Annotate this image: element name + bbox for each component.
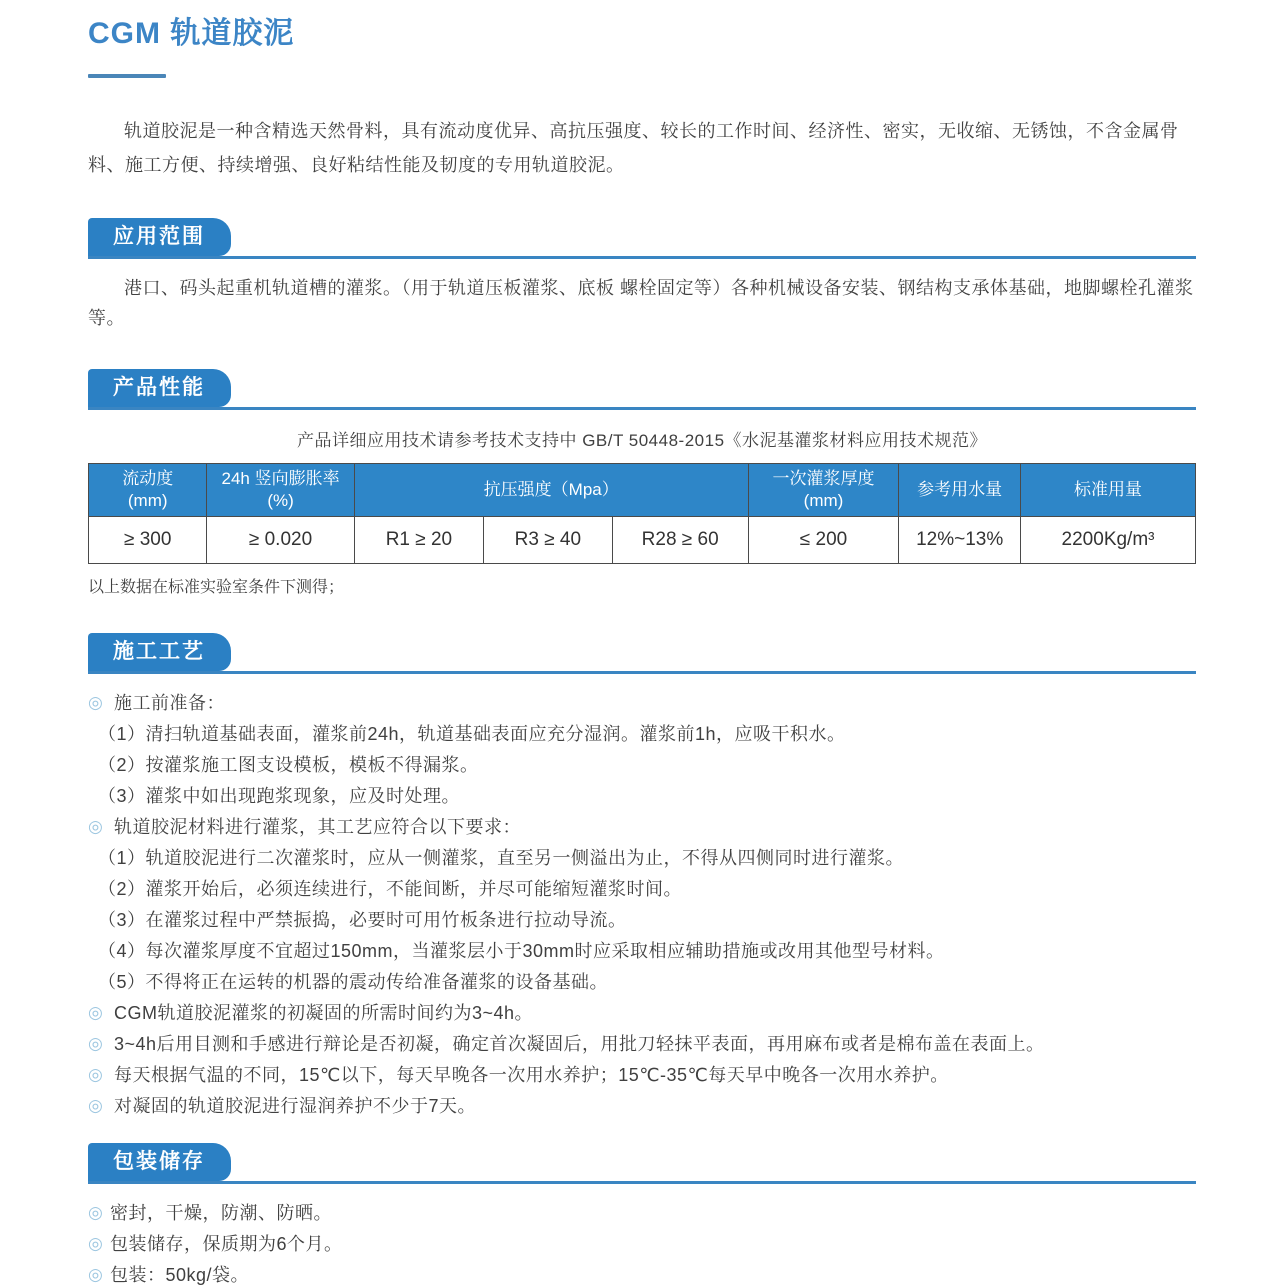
list-item-text: （1）轨道胶泥进行二次灌浆时，应从一侧灌浆，直至另一侧溢出为止，不得从四侧同时进行灌浆。 <box>98 848 905 868</box>
list-item-text: （2）灌浆开始后，必须连续进行，不能间断，并尽可能缩短灌浆时间。 <box>98 879 683 899</box>
col-header-label: 抗压强度（Mpa） <box>483 480 619 499</box>
table-footnote: 以上数据在标准实验室条件下测得； <box>88 579 345 596</box>
ring-bullet-icon: ◎ <box>88 817 104 836</box>
list-item-text: CGM轨道胶泥灌浆的初凝固的所需时间约为3~4h。 <box>114 1003 534 1023</box>
col-header-label: 24h 竖向膨胀率 <box>221 469 340 488</box>
list-item <box>88 1264 1196 1286</box>
list-item-text: 对凝固的轨道胶泥进行湿润养护不少于7天。 <box>114 1096 477 1116</box>
list-item-text: （3）灌浆中如出现跑浆现象，应及时处理。 <box>98 786 461 806</box>
col-header-label: 流动度 <box>122 469 174 488</box>
intro-paragraph: 轨道胶泥是一种含精选天然骨料，具有流动度优异、高抗压强度、较长的工作时间、经济性、密实，无收缩、无锈蚀，不含金属骨料、施工方便、持续增强、良好粘结性能及韧度的专用轨道胶泥。 <box>88 121 1179 175</box>
list-item <box>88 1002 1196 1024</box>
cell-dosage: 2200Kg/m³ <box>1021 517 1196 564</box>
section-header-performance <box>88 369 1196 410</box>
list-item-text: 每天根据气温的不同，15℃以下，每天早晚各一次用水养护；15℃-35℃每天早中晚各一次用水养护。 <box>114 1065 949 1085</box>
col-header-grout-thickness <box>748 464 899 517</box>
process-list <box>88 692 1196 1117</box>
col-header-water-amount <box>899 464 1021 517</box>
list-item <box>88 1064 1196 1086</box>
list-item-text: （1）清扫轨道基础表面，灌浆前24h，轨道基础表面应充分湿润。灌浆前1h，应吸干积水。 <box>98 724 846 744</box>
section-tab-process: 施工工艺 <box>88 633 231 671</box>
list-item <box>88 816 1196 838</box>
col-header-standard-dosage <box>1021 464 1196 517</box>
ring-bullet-icon: ◎ <box>88 1265 104 1284</box>
cell-expansion: ≥ 0.020 <box>207 517 354 564</box>
list-item <box>88 723 1196 745</box>
ring-bullet-icon: ◎ <box>88 1203 104 1222</box>
col-header-sub: (%) <box>267 491 294 510</box>
list-item-text: （5）不得将正在运转的机器的震动传给准备灌浆的设备基础。 <box>98 972 609 992</box>
col-header-sub: (mm) <box>127 491 168 510</box>
list-item <box>88 971 1196 993</box>
ring-bullet-icon: ◎ <box>88 693 104 712</box>
list-item <box>88 1033 1196 1055</box>
section-header-packaging <box>88 1143 1196 1184</box>
col-header-label: 一次灌浆厚度 <box>772 469 875 488</box>
list-item <box>88 1202 1196 1224</box>
list-item <box>88 847 1196 869</box>
list-item <box>88 785 1196 807</box>
application-body: 港口、码头起重机轨道槽的灌浆。（用于轨道压板灌浆、底板 螺栓固定等）各种机械设备安装、钢结构支承体基础，地脚螺栓孔灌浆等。 <box>88 278 1194 328</box>
list-item-text: （4）每次灌浆厚度不宜超过150mm，当灌浆层小于30mm时应采取相应辅助措施或改用其他型号材料。 <box>98 941 945 961</box>
page-title: CGM 轨道胶泥 <box>88 17 295 50</box>
ring-bullet-icon: ◎ <box>88 1003 104 1022</box>
list-item <box>88 1095 1196 1117</box>
section-header-process <box>88 633 1196 674</box>
cell-r1: R1 ≥ 20 <box>354 517 484 564</box>
section-tab-performance: 产品性能 <box>88 369 231 407</box>
list-item <box>88 909 1196 931</box>
title-underline <box>88 74 166 78</box>
cell-r3: R3 ≥ 40 <box>484 517 612 564</box>
list-item-text: 包装储存，保质期为6个月。 <box>110 1234 343 1254</box>
col-header-flow <box>89 464 207 517</box>
list-item-text: 施工前准备： <box>114 693 225 713</box>
table-header-row <box>89 464 1196 517</box>
list-item <box>88 754 1196 776</box>
section-header-application <box>88 218 1196 259</box>
cell-r28: R28 ≥ 60 <box>612 517 748 564</box>
col-header-label: 标准用量 <box>1074 480 1143 499</box>
ring-bullet-icon: ◎ <box>88 1234 104 1253</box>
section-tab-application: 应用范围 <box>88 218 231 256</box>
list-item <box>88 878 1196 900</box>
cell-water: 12%~13% <box>899 517 1021 564</box>
ring-bullet-icon: ◎ <box>88 1034 104 1053</box>
col-header-label: 参考用水量 <box>917 480 1003 499</box>
packaging-list <box>88 1202 1196 1286</box>
ring-bullet-icon: ◎ <box>88 1096 104 1115</box>
col-header-sub: (mm) <box>803 491 844 510</box>
list-item-text: （3）在灌浆过程中严禁振捣，必要时可用竹板条进行拉动导流。 <box>98 910 627 930</box>
col-header-compressive-strength <box>354 464 748 517</box>
cell-thickness: ≤ 200 <box>748 517 899 564</box>
performance-table <box>88 463 1196 564</box>
list-item <box>88 1233 1196 1255</box>
list-item <box>88 692 1196 714</box>
col-header-expansion <box>207 464 354 517</box>
cell-flow: ≥ 300 <box>89 517 207 564</box>
list-item-text: 3~4h后用目测和手感进行辩论是否初凝，确定首次凝固后，用批刀轻抹平表面，再用麻布或者是棉布盖在表面上。 <box>114 1034 1045 1054</box>
performance-note: 产品详细应用技术请参考技术支持中 GB/T 50448-2015《水泥基灌浆材料应用技术规范》 <box>296 431 988 450</box>
ring-bullet-icon: ◎ <box>88 1065 104 1084</box>
list-item-text: 轨道胶泥材料进行灌浆，其工艺应符合以下要求： <box>114 817 521 837</box>
section-tab-packaging: 包装储存 <box>88 1143 231 1181</box>
list-item-text: （2）按灌浆施工图支设模板，模板不得漏浆。 <box>98 755 479 775</box>
list-item-text: 包装：50kg/袋。 <box>110 1265 250 1285</box>
list-item-text: 密封，干燥，防潮、防晒。 <box>110 1203 332 1223</box>
list-item <box>88 940 1196 962</box>
table-value-row <box>89 517 1196 564</box>
